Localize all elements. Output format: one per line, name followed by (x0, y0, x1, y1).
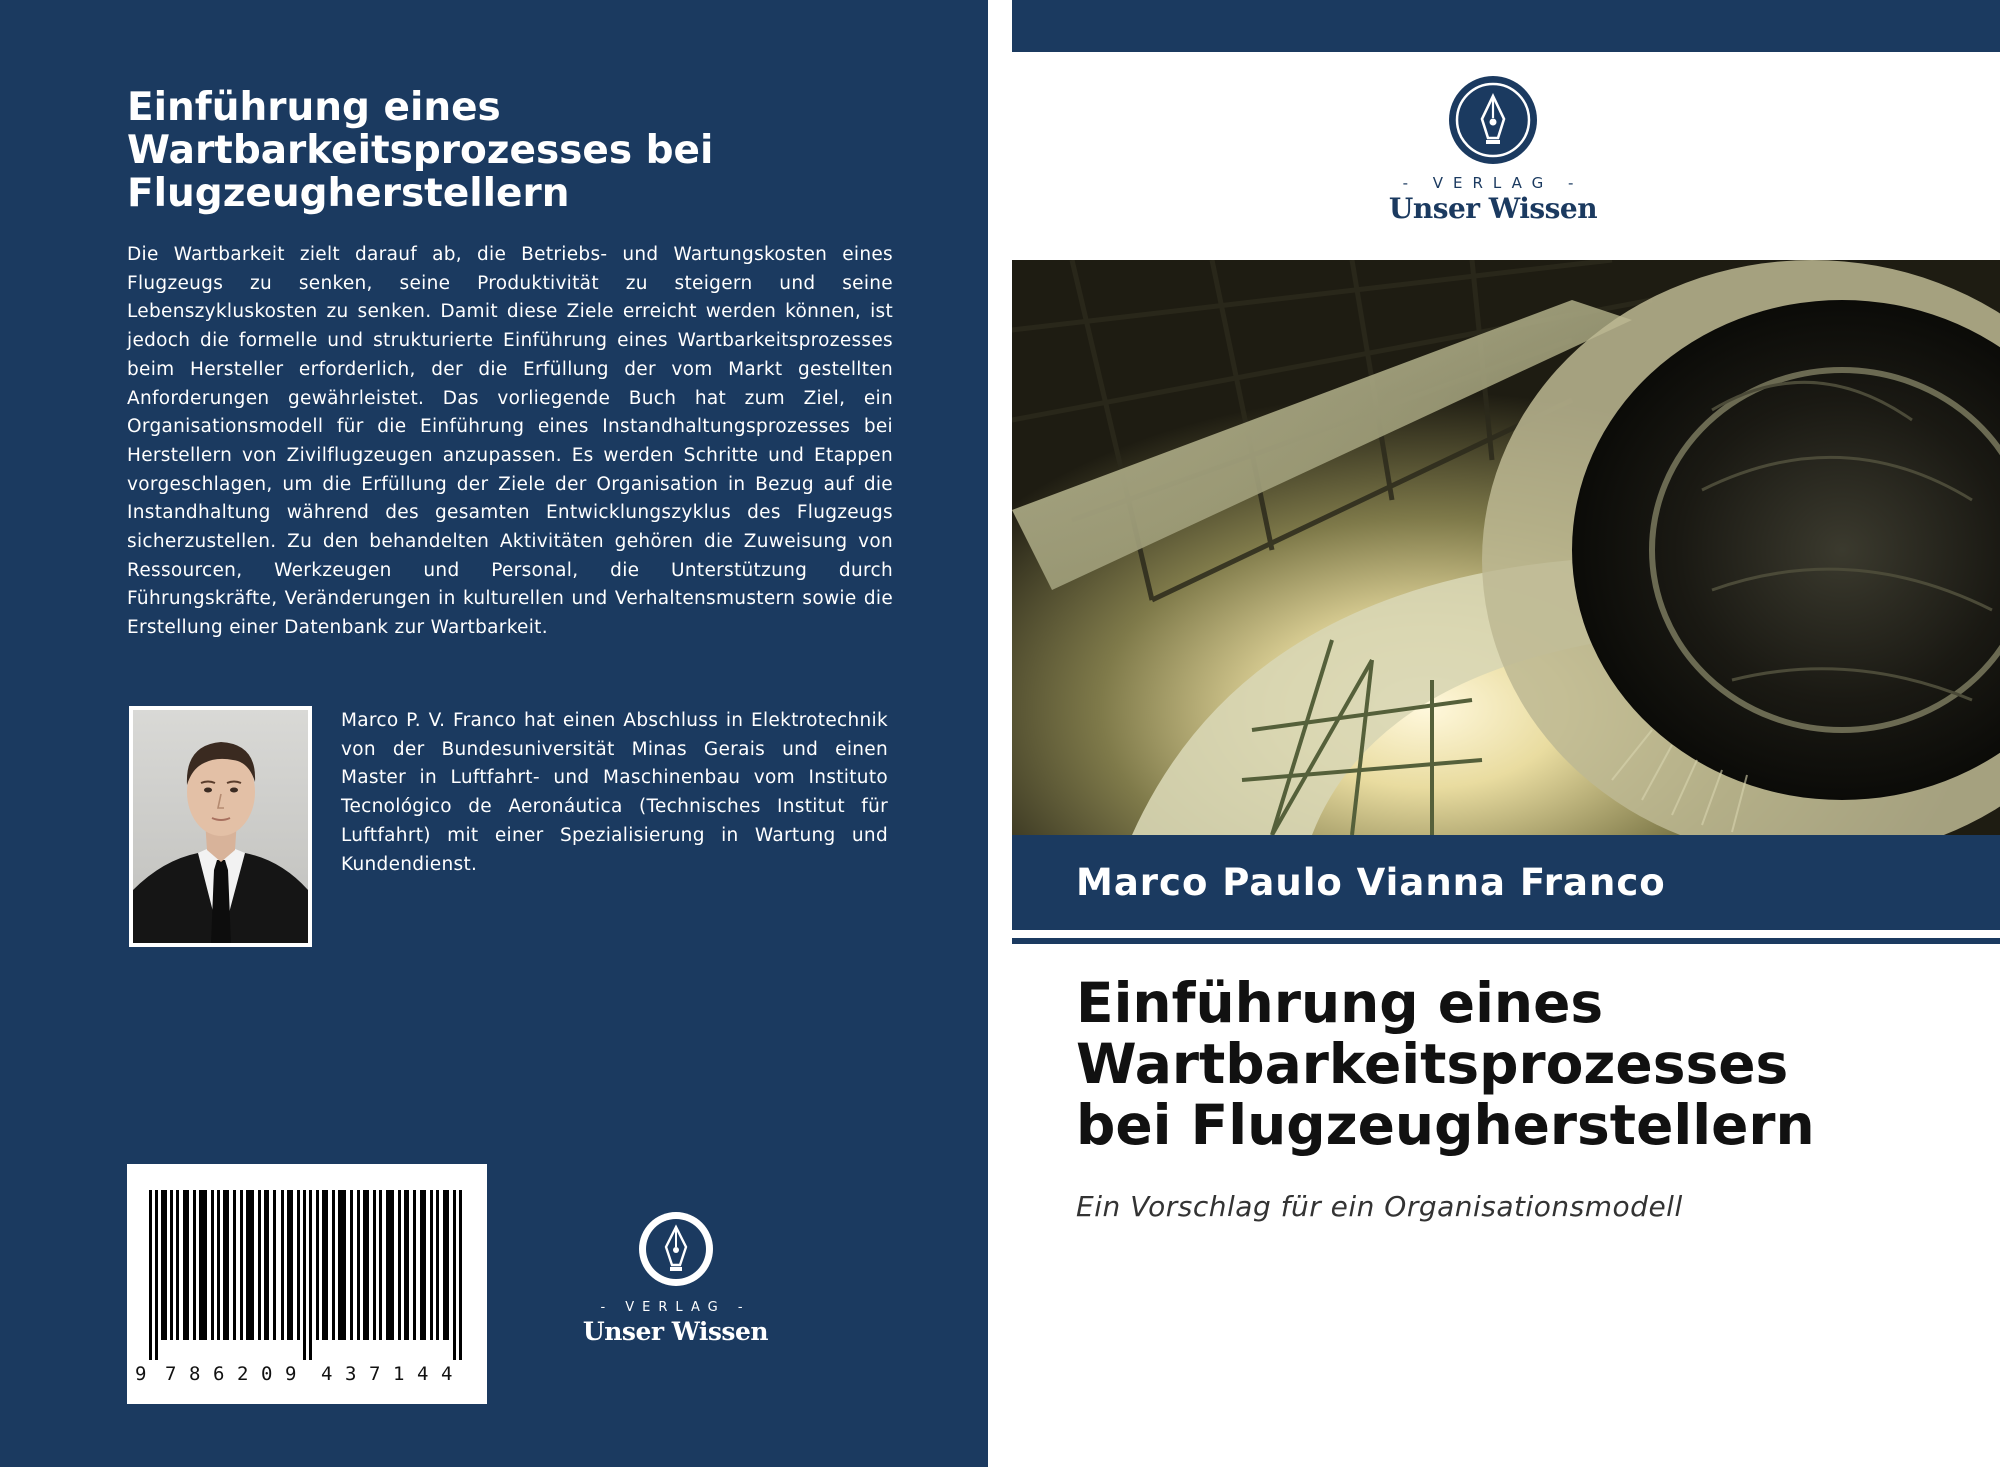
isbn-number (135, 1364, 487, 1384)
top-color-band (1012, 0, 2000, 52)
author-name: Marco Paulo Vianna Franco (1076, 861, 1666, 904)
book-title-line: Einführung eines (1076, 971, 1604, 1035)
book-title (1076, 973, 1976, 1156)
publisher-logo-back (573, 1210, 778, 1346)
back-cover (0, 0, 988, 1467)
isbn-digit: 9 (135, 1363, 147, 1385)
isbn-digit: 7 (165, 1363, 177, 1385)
publisher-name: Unser Wissen (1388, 192, 1598, 225)
book-subtitle: Ein Vorschlag für ein Organisationsmodell (1076, 1190, 1683, 1223)
book-description: Die Wartbarkeit zielt darauf ab, die Betriebs- und Wartungskosten eines Flugzeugs zu senken, seine Produktivität zu steigern und seine Lebenszykluskosten zu senken. Damit diese Ziele erreicht werden können, ist jedoch die formelle und strukturierte Einführung eines Wartbarkeitsprozesses beim Hersteller erforderlich, der die Erfüllung der vom Markt gestellten Anforderungen gewährleistet. Das vorliegende Buch hat zum Ziel, ein Organisationsmodell für die Einführung eines Instandhaltungsprozesses bei Herstellern von Zivilflugzeugen anzupassen. Es werden Schritte und Etappen vorgeschlagen, um die Erfüllung der Ziele der Organisation in Bezug auf die Instandhaltung während des gesamten Entwicklungszyklus des Flugzeugs sicherzustellen. Zu den behandelten Aktivitäten gehören die Zuweisung von Ressourcen, Werkzeugen und Personal, die Unterstützung durch Führungskräfte, Veränderungen in kulturellen und Verhaltensmustern sowie die Erstellung einer Datenbank zur Wartbarkeit. (127, 244, 893, 639)
isbn-digit: 4 (417, 1363, 429, 1385)
isbn-digit: 4 (441, 1363, 453, 1385)
author-band (1012, 835, 2000, 930)
isbn-digit: 4 (321, 1363, 333, 1385)
front-cover (1012, 0, 2000, 1467)
publisher-verlag-label: - VERLAG - (1402, 174, 1584, 192)
publisher-verlag-label: - VERLAG - (600, 1300, 751, 1315)
isbn-digit: 1 (393, 1363, 405, 1385)
cover-photo-aircraft-engine (1012, 260, 2000, 835)
isbn-digit: 6 (213, 1363, 225, 1385)
aircraft-hangar-image (1012, 260, 2000, 835)
isbn-barcode (127, 1164, 487, 1404)
isbn-digit: 8 (189, 1363, 201, 1385)
publisher-name: Unser Wissen (582, 1317, 769, 1346)
back-title-line: Einführung eines (127, 85, 501, 130)
author-portrait-image (133, 710, 308, 943)
author-bio: Marco P. V. Franco hat einen Abschluss in Elektrotechnik von der Bundesuniversität Minas Gerais und einen Master in Luftfahrt- und Maschinenbau vom Instituto Tecnológico de Aeronáutica (Technisches Institut für Luftfahrt) mit einer Spezialisierung in Wartung und Kundendienst. (341, 710, 888, 875)
back-title-line: Wartbarkeitsprozesses bei (127, 128, 714, 173)
fountain-pen-seal-icon (1447, 74, 1539, 166)
back-title-line: Flugzeugherstellern (127, 171, 570, 216)
isbn-digit: 2 (237, 1363, 249, 1385)
barcode-bars (145, 1190, 471, 1360)
publisher-logo-front (1373, 74, 1613, 225)
isbn-digit: 0 (261, 1363, 273, 1385)
isbn-digit: 3 (345, 1363, 357, 1385)
isbn-digit: 9 (285, 1363, 297, 1385)
book-title-line: Wartbarkeitsprozesses (1076, 1032, 1789, 1096)
book-title-line: bei Flugzeugherstellern (1076, 1093, 1815, 1157)
back-cover-title (127, 86, 887, 215)
divider-rule (1012, 938, 2000, 944)
author-photo (129, 706, 312, 947)
isbn-digit: 7 (369, 1363, 381, 1385)
fountain-pen-seal-icon (637, 1210, 715, 1288)
